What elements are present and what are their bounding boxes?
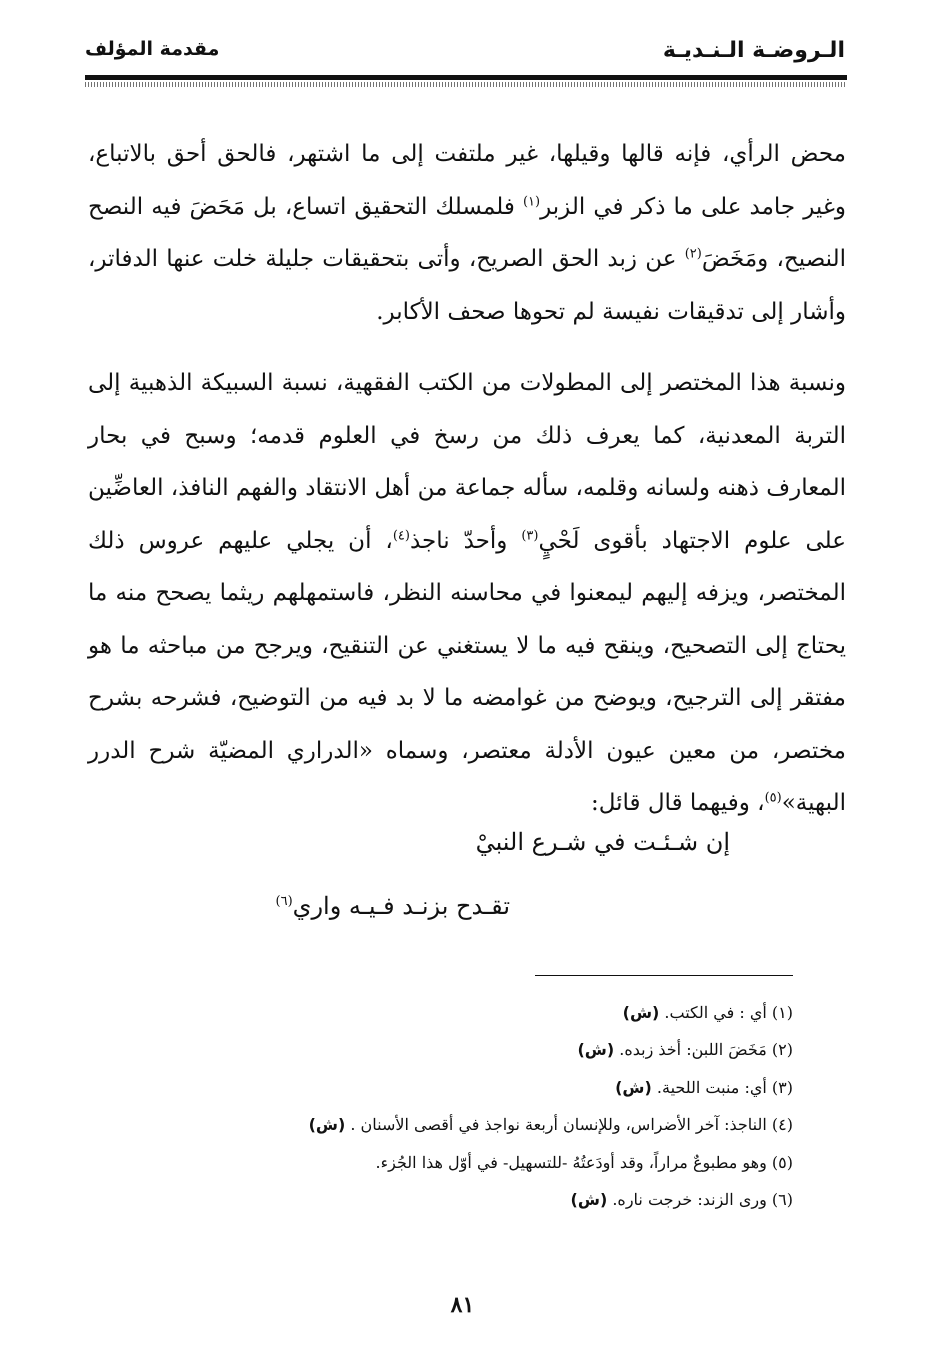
- footnote-number: (٥): [771, 1152, 793, 1172]
- text-run: وأحدّ ناجذ: [409, 527, 522, 554]
- footnote-marker: (٢): [684, 246, 702, 262]
- verse-line-2: [276, 892, 510, 920]
- header-rule: [85, 75, 847, 80]
- footnote-marker: (١): [522, 193, 541, 209]
- paragraph: [88, 357, 846, 830]
- book-title: الـروضـة الـنـديـة: [662, 38, 845, 63]
- footnote-text: وهو مطبوعٌ مراراً، وقد أودَعتُهُ -للتسهيل- في أوّل هذا الجُزء.: [375, 1152, 767, 1172]
- footnote-tag: (ش): [615, 1077, 652, 1097]
- footnote: [153, 1069, 793, 1106]
- running-header: [85, 38, 845, 74]
- footnote: [153, 994, 793, 1031]
- text-run: ، وفيهما قال قائل:: [590, 790, 765, 816]
- footnote: [153, 1031, 793, 1068]
- footnote-number: (١): [771, 1003, 793, 1022]
- footnote-marker: (٥): [764, 790, 782, 806]
- footnote-tag: (ش): [308, 1115, 346, 1135]
- footnote-text: مَخَضَ اللبن: أخذ زبده.: [619, 1040, 767, 1060]
- footnote-marker: (٤): [392, 527, 410, 543]
- footnote-marker: (٣): [521, 527, 539, 543]
- footnote-number: (٢): [771, 1040, 793, 1060]
- text-run: ونسبة هذا المختصر إلى المطولات من الكتب الفقهية، نسبة السبيكة الذهبية إلى التربة المعدنية، كما يعرف ذلك من رسخ في العلوم قدمه؛ وسبح في بحار المعارف ذهنه ولسانه وقلمه، سأله جماعة من أهل الانتقاد والفهم النافذ، العاضِّين على علوم الاجتهاد بأقوى لَحْيٍ: [87, 370, 846, 554]
- footnote-number: (٣): [771, 1077, 793, 1097]
- header-dotted-rule: [85, 82, 847, 87]
- footnote-tag: (ش): [577, 1040, 615, 1060]
- footnote: [153, 1144, 793, 1181]
- footnote-text: أي: منبت اللحية.: [656, 1077, 767, 1097]
- footnote-number: (٦): [771, 1190, 793, 1210]
- section-title: مقدمة المؤلف: [85, 38, 220, 60]
- text-run: فلمسلك التحقيق اتساع، بل مَحَضَ فيه النصح النصيح، ومَخَضَ: [88, 193, 846, 272]
- text-run: محض الرأي، فإنه قالها وقيلها، غير ملتفت إلى ما اشتهر، فالحق أحق بالاتباع، وغير جامد على ما ذكر في الزبر: [88, 141, 846, 220]
- footnote-text: أي : في الكتب.: [664, 1003, 767, 1022]
- footnotes: [153, 994, 793, 1218]
- footnote-text: الناجذ: آخر الأضراس، وللإنسان أربعة نواجذ في أقصى الأسنان .: [350, 1115, 767, 1135]
- verse-text: إن شـئـت في شـرع النبيْ: [475, 828, 730, 856]
- verse-line-1: [476, 828, 730, 856]
- page-number: ٨١: [450, 1292, 475, 1318]
- footnote: [153, 1181, 793, 1218]
- footnote-tag: (ش): [622, 1003, 660, 1022]
- verse-text: تقـدح بزنـد فـيـه واري: [292, 892, 510, 920]
- text-run: ، أن يجلي عليهم عروس ذلك المختصر، ويزفه إليهم ليمعنوا في محاسنه النظر، فاستمهلهم ريثما يصحح منه ما يحتاج إلى التصحيح، وينقح فيه ما لا يستغني عن التنقيح، ويرجح من مباحثه ما هو مفتقر إلى الترجيح، ويوضح من غوامضه ما لا بد فيه من التوضيح، فشرحه بشرح مختصر، من معين عيون الأدلة معتصر، وسماه «الدراري المضيّة شرح الدرر البهية»: [88, 527, 846, 816]
- footnote-text: ورى الزند: خرجت ناره.: [612, 1190, 767, 1210]
- footnote-marker: (٦): [275, 894, 293, 909]
- footnote-number: (٤): [771, 1115, 793, 1135]
- footnote-tag: (ش): [570, 1190, 608, 1210]
- footnote: [153, 1106, 793, 1143]
- paragraph: [88, 128, 846, 338]
- body-text: [88, 128, 846, 830]
- footnote-separator: [535, 975, 793, 976]
- text-run: عن زبد الحق الصريح، وأتى بتحقيقات جليلة خلت عنها الدفاتر، وأشار إلى تدقيقات نفيسة لم تحوها صحف الأكابر.: [88, 246, 846, 325]
